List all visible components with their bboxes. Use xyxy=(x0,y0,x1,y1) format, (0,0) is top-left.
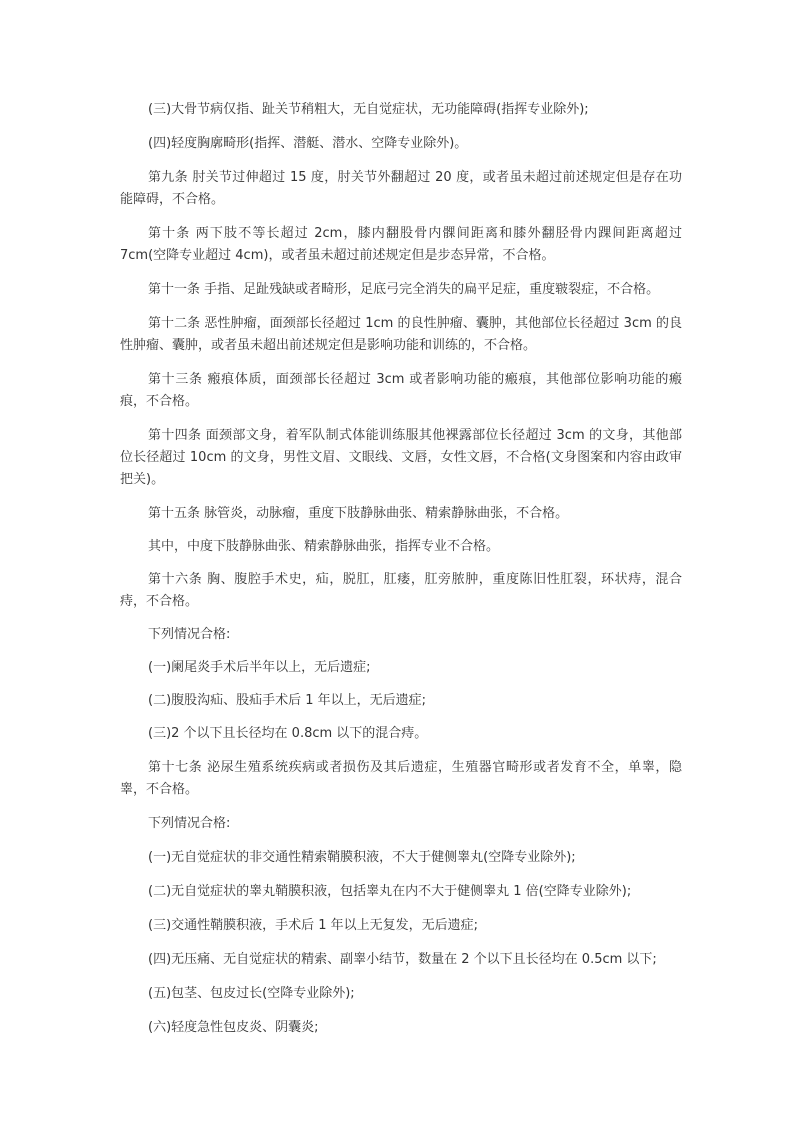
paragraph-article-16: 第十六条 胸、腹腔手术史，疝，脱肛，肛瘘，肛旁脓肿，重度陈旧性肛裂，环状痔，混合痔，不合格。 xyxy=(120,572,682,609)
paragraph-article-14: 第十四条 面颈部文身，着军队制式体能训练服其他裸露部位长径超过 3cm 的文身，其他部位长径超过 10cm 的文身，男性文眉、文眼线、文唇，女性文唇，不合格(文身图案和内容由政审把关)。 xyxy=(120,428,682,487)
paragraph-article-17-qualified-heading: 下列情况合格: xyxy=(148,816,231,831)
paragraph-article-9: 第九条 肘关节过伸超过 15 度，肘关节外翻超过 20 度，或者虽未超过前述规定但是存在功能障碍，不合格。 xyxy=(120,170,682,207)
document-body xyxy=(120,99,682,1039)
paragraph-article-10: 第十条 两下肢不等长超过 2cm，膝内翻股骨内髁间距离和膝外翻胫骨内踝间距离超过 7cm(空降专业超过 4cm)，或者虽未超过前述规定但是步态异常，不合格。 xyxy=(120,226,682,263)
list-item-phimosis: (五)包茎、包皮过长(空降专业除外); xyxy=(148,986,355,1001)
paragraph-article-11: 第十一条 手指、足趾残缺或者畸形，足底弓完全消失的扁平足症，重度皲裂症，不合格。 xyxy=(148,282,660,297)
list-item-balanitis: (六)轻度急性包皮炎、阴囊炎; xyxy=(148,1020,319,1035)
list-item-communicating-hydrocele: (三)交通性鞘膜积液，手术后 1 年以上无复发，无后遗症; xyxy=(148,918,479,933)
paragraph-article-12: 第十二条 恶性肿瘤，面颈部长径超过 1cm 的良性肿瘤、囊肿，其他部位长径超过 3cm 的良性肿瘤、囊肿，或者虽未超出前述规定但是影响功能和训练的，不合格。 xyxy=(120,316,682,353)
paragraph-article-15-note: 其中，中度下肢静脉曲张、精索静脉曲张，指挥专业不合格。 xyxy=(148,539,500,554)
paragraph-article-13: 第十三条 瘢痕体质，面颈部长径超过 3cm 或者影响功能的瘢痕，其他部位影响功能的瘢痕，不合格。 xyxy=(120,372,682,409)
paragraph-article-17: 第十七条 泌尿生殖系统疾病或者损伤及其后遗症，生殖器官畸形或者发育不全，单睾，隐睾，不合格。 xyxy=(120,760,682,797)
list-item-testicular-hydrocele: (二)无自觉症状的睾丸鞘膜积液，包括睾丸在内不大于健侧睾丸 1 倍(空降专业除外); xyxy=(148,884,632,899)
list-item-hernia: (二)腹股沟疝、股疝手术后 1 年以上，无后遗症; xyxy=(148,693,427,708)
list-item-hemorrhoid: (三)2 个以下且长径均在 0.8cm 以下的混合痔。 xyxy=(148,726,428,741)
list-item-epididymal-nodules: (四)无压痛、无自觉症状的精索、副睾小结节，数量在 2 个以下且长径均在 0.5cm 以下; xyxy=(148,952,657,967)
paragraph-article-16-qualified-heading: 下列情况合格: xyxy=(148,627,231,642)
paragraph-chest-deformity: (四)轻度胸廓畸形(指挥、潜艇、潜水、空降专业除外)。 xyxy=(148,136,468,151)
list-item-appendicitis: (一)阑尾炎手术后半年以上，无后遗症; xyxy=(148,660,371,675)
paragraph-article-15: 第十五条 脉管炎，动脉瘤，重度下肢静脉曲张、精索静脉曲张，不合格。 xyxy=(148,506,569,521)
list-item-spermatic-cord-hydrocele: (一)无自觉症状的非交通性精索鞘膜积液，不大于健侧睾丸(空降专业除外); xyxy=(148,850,576,865)
paragraph-bone-joint-disease: (三)大骨节病仅指、趾关节稍粗大，无自觉症状，无功能障碍(指挥专业除外); xyxy=(148,102,589,117)
